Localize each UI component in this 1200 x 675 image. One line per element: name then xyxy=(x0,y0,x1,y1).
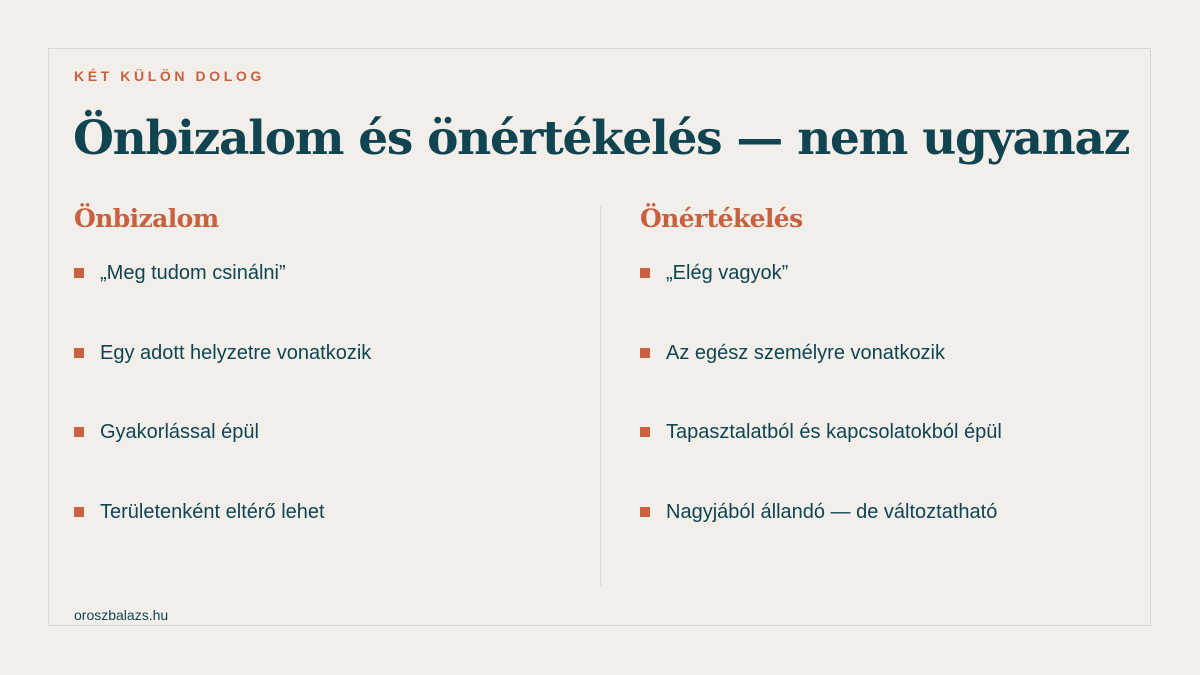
list-item xyxy=(74,499,325,525)
bullet-square-icon xyxy=(74,268,84,278)
list-item-text: Gyakorlással épül xyxy=(100,420,259,443)
list-item xyxy=(640,340,945,366)
list-item-text: „Meg tudom csinálni” xyxy=(100,261,286,284)
eyebrow-label: KÉT KÜLÖN DOLOG xyxy=(74,68,265,84)
list-item xyxy=(74,260,286,286)
column-heading-onertekeles: Önértékelés xyxy=(640,204,803,233)
bullet-square-icon xyxy=(74,427,84,437)
bullet-square-icon xyxy=(640,348,650,358)
bullet-square-icon xyxy=(640,427,650,437)
list-item-text: Területenként eltérő lehet xyxy=(100,500,325,523)
list-item xyxy=(74,340,371,366)
list-item-text: Nagyjából állandó — de változtatható xyxy=(666,500,998,523)
list-item-text: Az egész személyre vonatkozik xyxy=(666,341,946,364)
column-heading-onbizalom: Önbizalom xyxy=(74,204,219,233)
bullet-square-icon xyxy=(640,507,650,517)
list-item-text: „Elég vagyok” xyxy=(666,261,789,284)
list-item xyxy=(640,499,997,525)
bullet-square-icon xyxy=(74,348,84,358)
bullet-square-icon xyxy=(640,268,650,278)
list-item xyxy=(74,419,259,445)
column-divider xyxy=(600,206,601,586)
list-item-text: Tapasztalatból és kapcsolatokból épül xyxy=(666,420,1002,443)
footer-source: oroszbalazs.hu xyxy=(74,607,169,623)
list-item xyxy=(640,260,788,286)
page-title: Önbizalom és önértékelés — nem ugyanaz xyxy=(73,111,1130,166)
list-item-text: Egy adott helyzetre vonatkozik xyxy=(100,341,372,364)
bullet-square-icon xyxy=(74,507,84,517)
list-item xyxy=(640,419,1002,445)
